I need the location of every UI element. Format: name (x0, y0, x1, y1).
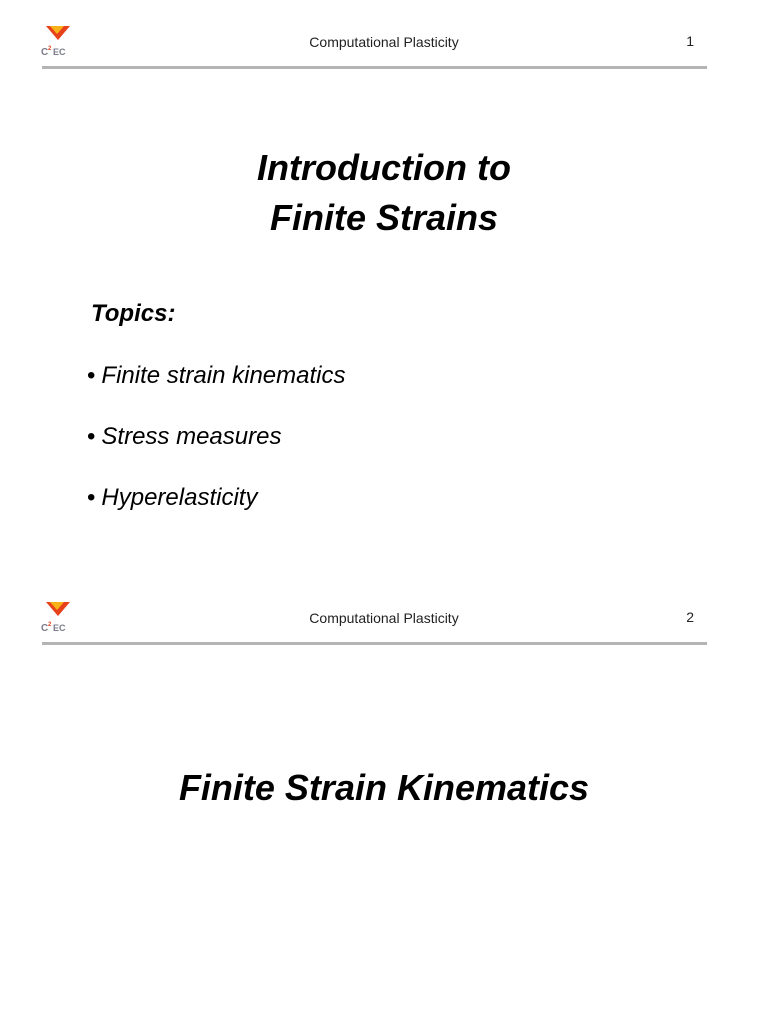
svg-text:2: 2 (48, 622, 52, 628)
header-divider (42, 642, 707, 645)
header-divider (42, 66, 707, 69)
svg-text:C: C (41, 47, 49, 58)
topics-heading: Topics: (91, 300, 176, 327)
svg-text:2: 2 (48, 46, 52, 52)
list-item (87, 422, 345, 483)
slide-title-line-1: Introduction to (257, 147, 511, 188)
slide-title (0, 143, 768, 243)
svg-text:EC: EC (53, 623, 66, 633)
page-number: 1 (686, 33, 694, 49)
topic-text: Stress measures (101, 423, 282, 450)
list-item (87, 361, 345, 422)
topic-text: Finite strain kinematics (101, 362, 346, 389)
bullet-icon: • (87, 423, 96, 450)
list-item (87, 483, 345, 544)
topic-text: Hyperelasticity (101, 484, 258, 511)
page-number: 2 (686, 609, 694, 625)
topics-list (87, 361, 345, 544)
slide-2 (0, 576, 768, 1024)
svg-text:EC: EC (53, 47, 66, 57)
header-title: Computational Plasticity (309, 34, 459, 50)
slide-title-line-2: Finite Strains (269, 197, 499, 238)
bullet-icon: • (87, 484, 96, 511)
slide-title: Finite Strain Kinematics (178, 767, 590, 808)
bullet-icon: • (87, 362, 96, 389)
svg-text:C: C (41, 623, 49, 634)
header-title: Computational Plasticity (309, 610, 459, 626)
